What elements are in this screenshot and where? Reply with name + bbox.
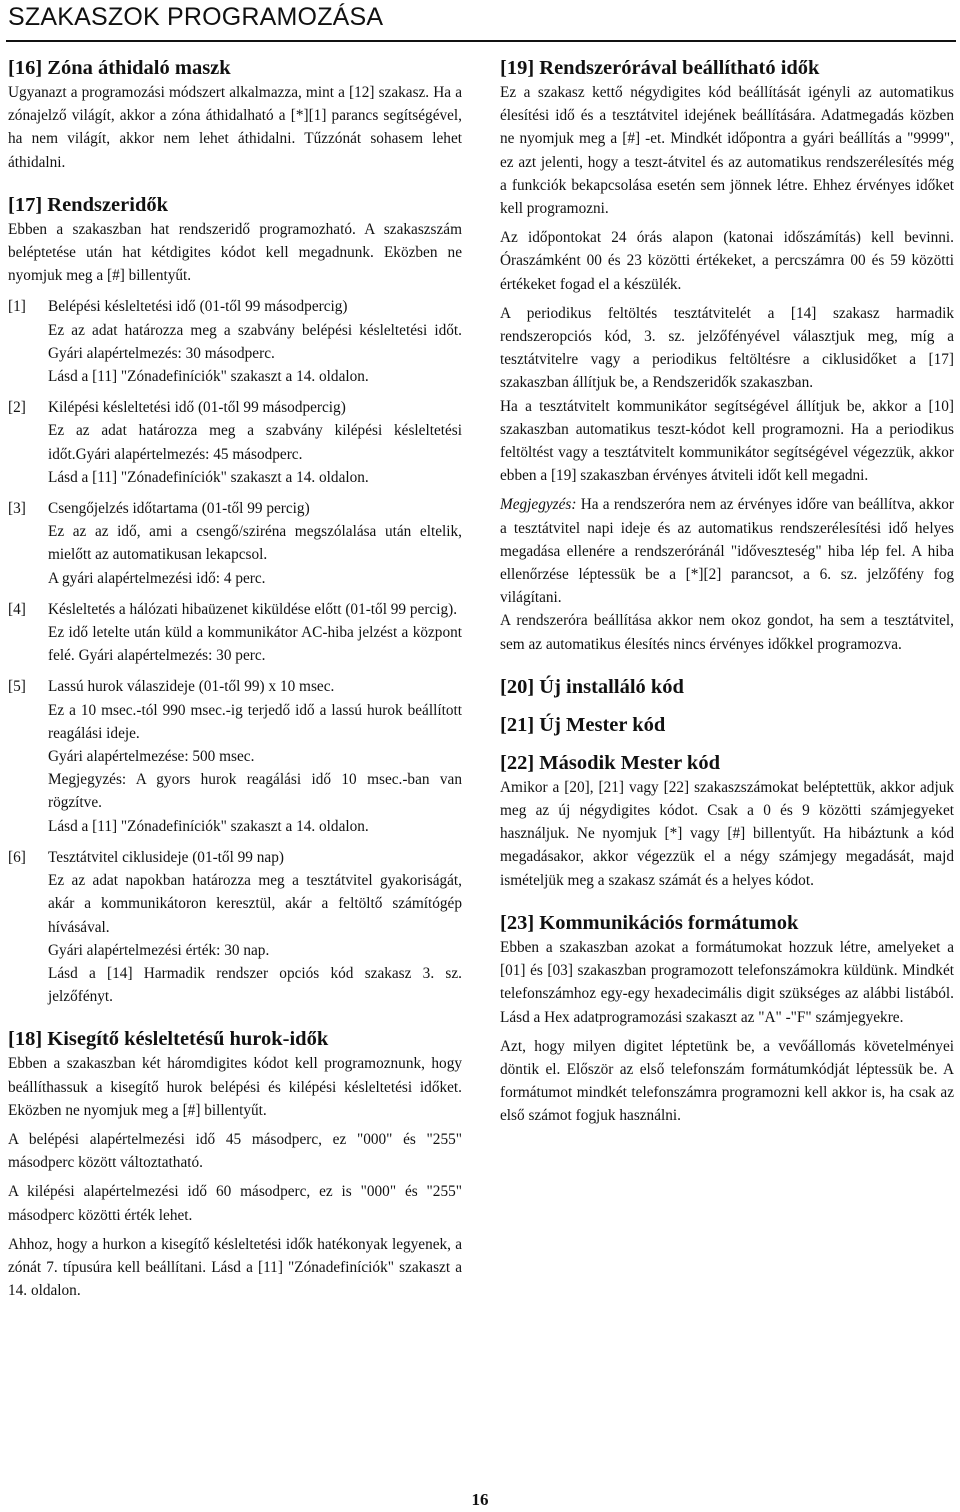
item-text: Lásd a [14] Harmadik rendszer opciós kód szakasz 3. sz. jelzőfényt. — [48, 964, 462, 1006]
item-number: [4] — [8, 600, 26, 618]
note-text: Ha a rendszeróra nem az érvényes időre van beállítva, akkor a tesztátvitel napi ideje és az automatikus rendszerélesítési idő helyes megadása ellenére a rendszeróránál "időveszteség" hiba lép fel. A hiba ellenőrzése léptessük be a [*][2] parancsot, a 6. sz. jelzőfény fog világítani. — [500, 496, 954, 607]
section-21-title: [21] Új Mester kód — [500, 713, 666, 736]
section-19-title: [19] Rendszerórával beállítható idők — [500, 57, 820, 79]
item-number: [1] — [8, 298, 26, 316]
section-18-text: Ebben a szakaszban két háromdigites kódot kell programoznunk, hogy beállíthassuk a kisegítő hurok belépési és kilépési késleltetési időket. Eközben ne nyomjuk meg a [#] billentyűt. — [8, 1055, 462, 1119]
section-18-text: A kilépési alapértelmezési idő 60 másodperc, ez is "000" és "255" másodperc közötti érték lehet. — [8, 1183, 462, 1224]
item-heading: Kilépési késleltetési idő (01-től 99 másodpercig) — [48, 399, 346, 417]
left-column — [8, 55, 462, 1302]
item-number: [6] — [8, 848, 26, 866]
section-20-title: [20] Új installáló kód — [500, 675, 684, 698]
section-19-text: Az időpontokat 24 órás alapon (katonai időszámítás) kell bevinni. Óraszámként 00 és 23 közötti értékeket, a percszámra 00 és 59 közötti értékeket fogad el a készülék. — [500, 229, 954, 293]
list-item — [8, 396, 462, 489]
item-text: Ez idő letelte után küld a kommunikátor AC-hiba jelzést a központ felé. Gyári alapértelmezés: 30 perc. — [48, 624, 462, 665]
item-heading: Csengőjelzés időtartama (01-től 99 percig) — [48, 500, 310, 518]
item-heading: Tesztátvitel ciklusideje (01-től 99 nap) — [48, 848, 284, 866]
section-19-note — [500, 493, 954, 609]
section-19-text: Ez a szakasz kettő négydigites kód beállítását igényli az automatikus élesítési idő és a tesztátvitel idejének beállítására. Adatmegadás közben ne nyomjuk meg a [#] -et. Mindkét időpontra a gyári beállítás a "9999", ez azt jelenti, hogy a teszt-átvitel és az automatikus rendszerélesítés még a funkciók bekapcsolása esetén sem jönnek létre. Ehhez érvényes időket kell programozni. — [500, 84, 954, 218]
section-18-text: A belépési alapértelmezési idő 45 másodperc, ez "000" és "255" másodperc között változtatható. — [8, 1130, 462, 1172]
note-label: Megjegyzés: — [500, 496, 577, 514]
item-number: [5] — [8, 678, 26, 696]
section-19-text: A periodikus feltöltés tesztátvitelét a [14] szakasz harmadik rendszeropciós kód, 3. sz. jelzőfényével választjuk meg, míg a tesztátvitelre vagy a periodikus feltöltésre a ciklusidőket a [17] szakaszban állítjuk be, a Rendszeridők szakaszban. — [500, 304, 954, 392]
section-17-text: Ebben a szakaszban hat rendszeridő programozható. A szakaszszám beléptetése után hat kétdigites kódot kell megadnunk. Eközben ne nyomjuk meg a [#] billentyűt. — [8, 220, 462, 285]
section-23-text: Azt, hogy milyen digitet léptetünk be, a vevőállomás követelményei döntik el. Először az első telefonszám formátumkódját léptessük be. A formátumot mindkét telefonszámra programozni kell akkor is, ha csak az első számot fogjuk használni. — [500, 1037, 954, 1125]
item-text: Gyári alapértelmezése: 500 msec. — [48, 748, 255, 766]
item-text: Ez a 10 msec.-tól 990 msec.-ig terjedő idő a lassú hurok beállított reagálási ideje. — [48, 701, 462, 742]
list-item — [8, 675, 462, 837]
list-item — [8, 598, 462, 668]
item-heading: Lassú hurok válaszideje (01-től 99) x 10 msec. — [48, 678, 335, 696]
section-18-text: Ahhoz, hogy a hurkon a kisegítő késleltetési idők hatékonyak legyenek, a zónát 7. típusúra kell beállítani. Lásd a [11] "Zónadefiníciók" szakaszt a 14. oldalon. — [8, 1235, 462, 1300]
list-item — [8, 295, 462, 388]
item-text: Lásd a [11] "Zónadefiníciók" szakaszt a 14. oldalon. — [48, 468, 369, 486]
section-19-text: Ha a tesztátvitelt kommunikátor segítségével állítjuk be, akkor a [10] szakaszban automatikus teszt-kódot kell programozni. Ha a periodikus feltöltést vagy a tesztátvitelt kommunikátor segítségével végezzük, akkor ebben a [19] szakaszban érvényes átviteli időt kell megadni. — [500, 397, 954, 485]
item-number: [2] — [8, 399, 26, 417]
item-text: Megjegyzés: A gyors hurok reagálási idő 10 msec.-ban van rögzítve. — [48, 771, 462, 812]
item-text: Lásd a [11] "Zónadefiníciók" szakaszt a 14. oldalon. — [48, 817, 369, 835]
list-item — [8, 846, 462, 1008]
item-text: Lásd a [11] "Zónadefiníciók" szakaszt a 14. oldalon. — [48, 368, 369, 386]
section-19-text: A rendszeróra beállítása akkor nem okoz gondot, ha sem a tesztátvitel, sem az automatikus élesítés nincs érvényes időkkel programozva. — [500, 612, 954, 653]
item-text: Ez az az idő, ami a csengő/sziréna megszólalása után eltelik, mielőtt az automatikusan lekapcsol. — [48, 523, 462, 564]
item-heading: Belépési késleltetési idő (01-től 99 másodpercig) — [48, 298, 348, 316]
page-header — [6, 0, 956, 42]
section-23-text: Ebben a szakaszban azokat a formátumokat hozzuk létre, amelyeket a [01] és [03] szakaszban programozott telefonszámokra küldünk. Mindkét telefonszámhoz egy-egy hexadecimális digit szükséges az alábbi listából. Lásd a Hex adatprogramozási szakaszt az "A" -"F" számjegyekre. — [500, 938, 954, 1026]
right-column — [500, 55, 954, 1128]
list-item — [8, 497, 462, 590]
item-text: Ez az adat határozza meg a szabvány belépési késleltetési időt. Gyári alapértelmezés: 30 másodperc. — [48, 321, 462, 362]
page-number: 16 — [471, 1490, 489, 1509]
item-heading: Késleltetés a hálózati hibaüzenet kiküldése előtt (01-től 99 percig). — [48, 600, 458, 618]
section-22-text: Amikor a [20], [21] vagy [22] szakaszszámokat beléptettük, akkor adjuk meg az új négydigites kódot. Csak a 0 és 9 közötti számjegyeket használjuk. Ne nyomjuk [*] vagy [#] billentyűt. Ha hibáztunk a kód megadásakor, akkor végezzük el a négy számjegy megadását, majd ismételjük meg a szakasz számát és a helyes kódot. — [500, 778, 954, 889]
section-23-title: [23] Kommunikációs formátumok — [500, 911, 799, 934]
section-16-title: [16] Zóna áthidaló maszk — [8, 57, 231, 79]
section-17-title: [17] Rendszeridők — [8, 193, 169, 216]
item-text: Ez az adat határozza meg a szabvány kilépési késleltetési időt.Gyári alapértelmezés: 45 másodperc. — [48, 422, 462, 463]
page-title: SZAKASZOK PROGRAMOZÁSA — [8, 3, 384, 31]
section-22-title: [22] Második Mester kód — [500, 751, 720, 774]
item-number: [3] — [8, 500, 26, 518]
section-18-title: [18] Kisegítő késleltetésű hurok-idők — [8, 1028, 329, 1051]
item-text: Gyári alapértelmezési érték: 30 nap. — [48, 941, 270, 959]
item-text: Ez az adat napokban határozza meg a tesztátvitel gyakoriságát, akár a kommunikátoron keresztül, akár a feltöltő számítógép hívásával. — [48, 872, 462, 936]
item-text: A gyári alapértelmezési idő: 4 perc. — [48, 569, 266, 587]
section-16-text: Ugyanazt a programozási módszert alkalmazza, mint a [12] szakasz. Ha a zónajelző világít, akkor a zóna áthidalható a [*][1] parancs segítségével, ha nem világít, akkor nem lehet áthidalni. Tűzzónát sohasem lehet áthidalni. — [8, 84, 462, 171]
